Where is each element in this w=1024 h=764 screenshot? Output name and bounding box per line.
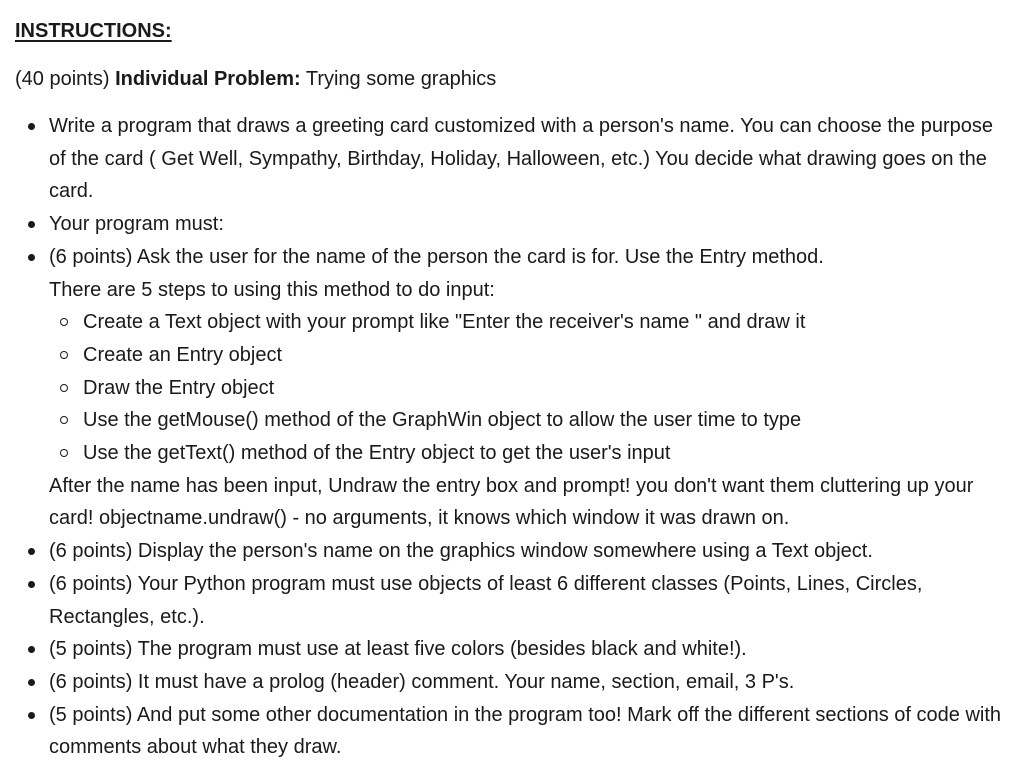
sub-list-item-text: Use the getMouse() method of the GraphWin object to allow the user time to type	[83, 409, 802, 432]
sub-list-item	[49, 306, 1014, 339]
list-item	[15, 633, 1024, 666]
problem-intro	[15, 64, 1024, 94]
list-item	[15, 666, 1024, 699]
list-item	[15, 535, 1024, 568]
hollow-bullet-icon	[60, 449, 68, 457]
sub-list-item-text: Use the getText() method of the Entry object to get the user's input	[83, 442, 671, 465]
sub-list-item	[49, 404, 1014, 437]
hollow-bullet-icon	[60, 384, 68, 392]
hollow-bullet-icon	[60, 318, 68, 326]
sub-list-item	[49, 372, 1014, 405]
entry-steps-list	[49, 306, 1014, 470]
sub-list-item	[49, 339, 1014, 372]
sub-list-item-text: Draw the Entry object	[83, 376, 275, 399]
bullet-icon	[28, 221, 35, 228]
problem-label: Individual Problem:	[115, 68, 301, 90]
list-item	[15, 699, 1024, 764]
list-item-after: After the name has been input, Undraw the entry box and prompt! you don't want them cluttering up your card! objectname.undraw() - no arguments, it knows which window it was drawn on.	[49, 474, 974, 530]
bullet-icon	[28, 646, 35, 653]
instructions-heading: INSTRUCTIONS:	[15, 20, 172, 42]
list-item-text: (6 points) Display the person's name on the graphics window somewhere using a Text object.	[49, 540, 873, 563]
list-item-continuation: There are 5 steps to using this method to do input:	[49, 278, 495, 301]
list-item	[15, 110, 1024, 208]
list-item-text: (6 points) Ask the user for the name of the person the card is for. Use the Entry method.	[49, 245, 824, 268]
bullet-icon	[28, 123, 35, 130]
list-item-text: Your program must:	[49, 213, 224, 236]
sub-list-item-text: Create a Text object with your prompt like "Enter the receiver's name " and draw it	[83, 311, 806, 334]
list-item	[15, 241, 1024, 535]
bullet-icon	[28, 712, 35, 719]
sub-list-item-text: Create an Entry object	[83, 343, 282, 366]
problem-title: Trying some graphics	[305, 68, 497, 90]
list-item-text: (5 points) The program must use at least five colors (besides black and white!).	[49, 638, 747, 661]
list-item-text: Write a program that draws a greeting card customized with a person's name. You can choose the purpose of the card ( Get Well, Sympathy, Birthday, Holiday, Halloween, etc.) You decide what drawing goes on the card.	[49, 115, 993, 203]
list-item	[15, 208, 1024, 241]
bullet-icon	[28, 548, 35, 555]
problem-points: (40 points)	[15, 68, 110, 90]
hollow-bullet-icon	[60, 351, 68, 359]
list-item-text: (6 points) It must have a prolog (header) comment. Your name, section, email, 3 P's.	[49, 670, 795, 693]
instruction-list	[15, 110, 1024, 764]
bullet-icon	[28, 581, 35, 588]
bullet-icon	[28, 254, 35, 261]
hollow-bullet-icon	[60, 416, 68, 424]
list-item	[15, 568, 1024, 633]
sub-list-item	[49, 437, 1014, 470]
list-item-text: (5 points) And put some other documentation in the program too! Mark off the different sections of code with comments about what they draw.	[49, 703, 1002, 759]
bullet-icon	[28, 679, 35, 686]
list-item-text: (6 points) Your Python program must use objects of least 6 different classes (Points, Lines, Circles, Rectangles, etc.).	[49, 572, 923, 628]
